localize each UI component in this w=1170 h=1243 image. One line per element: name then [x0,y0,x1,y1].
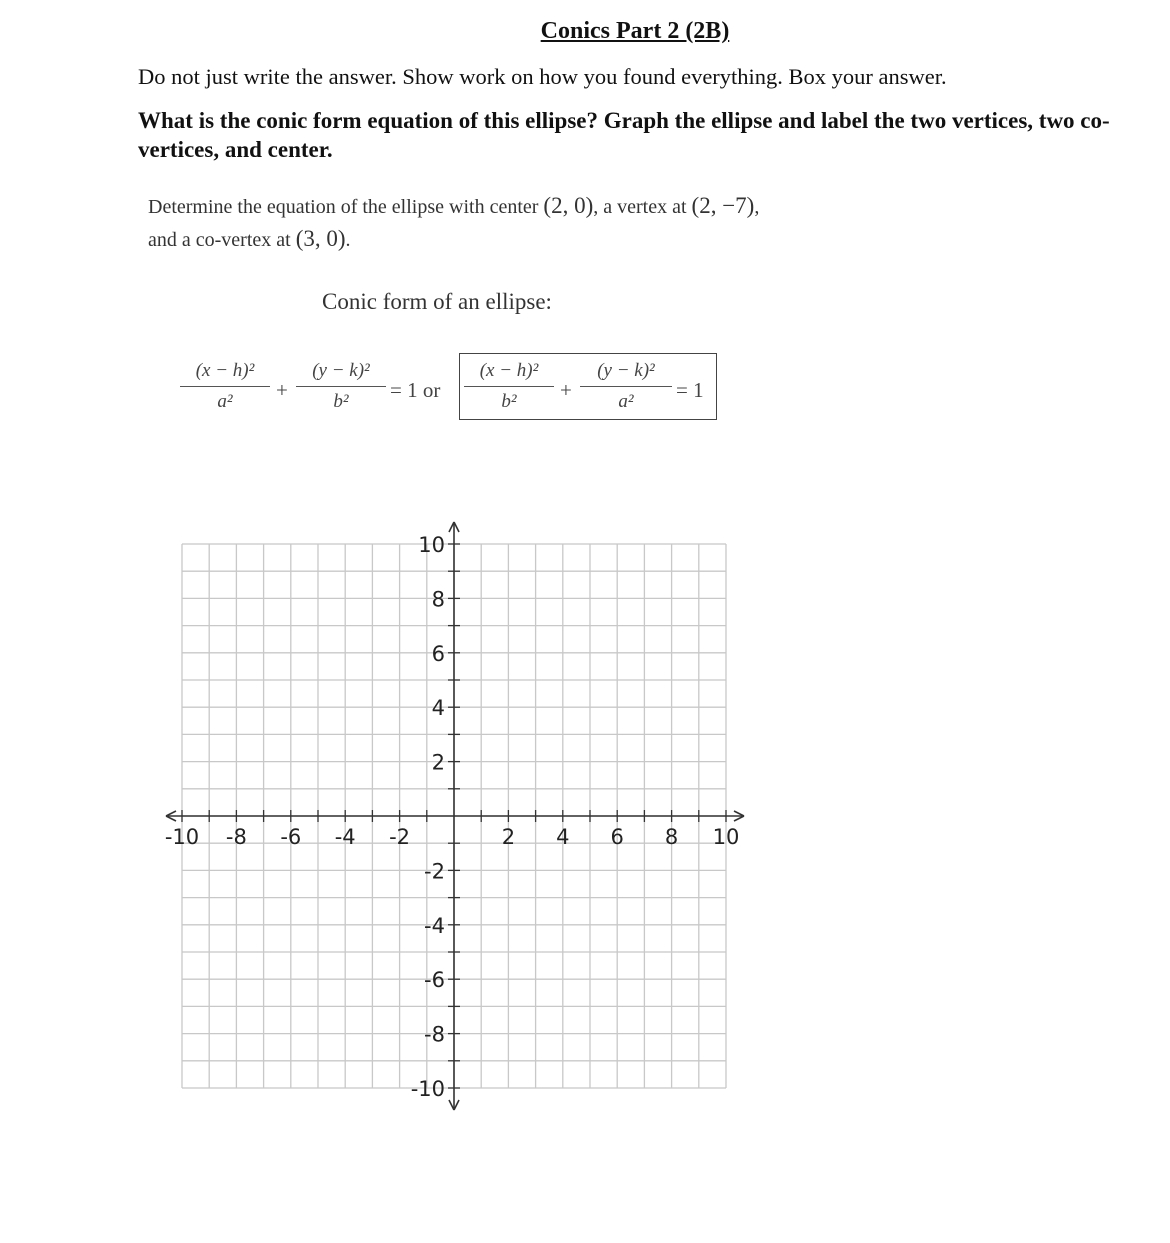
question-text: What is the conic form equation of this ellipse? Graph the ellipse and label the two vertices, two co-vertices, and center. [138,108,1110,162]
problem-statement [148,190,768,256]
formula2-num1: (x − h)² [464,360,554,387]
formula1-num2: (y − k)² [296,360,386,387]
y-tick-label: 10 [418,533,445,557]
page-title: Conics Part 2 (2B) [540,18,730,44]
y-tick-label: 4 [431,696,445,721]
formula2-plus: + [560,378,572,402]
formula1-equals: = 1 or [390,378,441,402]
formula1-den2: b² [333,391,349,412]
x-tick-label: 6 [610,825,624,849]
covertex-point: (3, 0) [295,226,346,251]
x-tick-label: 4 [556,825,570,849]
x-tick-label: -2 [389,825,411,849]
problem-text-2: , a vertex at [593,196,692,218]
formula2-den1: b² [501,391,517,412]
y-tick-label: -10 [410,1077,445,1101]
instructions: Do not just write the answer. Show work on how you found everything. Box your answer. [138,64,947,89]
formula1-fraction-x [180,360,270,413]
conic-form-label: Conic form of an ellipse: [322,289,552,314]
formula2-equals: = 1 [676,378,704,402]
center-point: (2, 0) [543,193,594,218]
formula2-num2: (y − k)² [580,360,672,387]
x-tick-label: 10 [712,825,740,849]
formula1-plus: + [276,378,288,402]
vertex-point: (2, −7) [691,193,755,218]
x-tick-label: -6 [280,825,302,849]
x-tick-label: 2 [501,825,516,849]
tick-labels [165,533,740,1101]
y-tick-label: 2 [431,750,445,775]
formula1-den1: a² [217,391,233,412]
x-tick-label: -8 [225,825,247,849]
formula2-den2: a² [618,391,634,412]
y-tick-label: -2 [424,859,445,884]
y-tick-label: -6 [424,968,445,993]
formula2-fraction-y [580,360,672,413]
problem-text-1: Determine the equation of the ellipse with center [148,196,544,218]
y-tick-label: 6 [431,641,445,666]
problem-text-4: . [345,229,351,251]
x-tick-label: -10 [164,825,200,849]
formula1-fraction-y [296,360,386,413]
formula2-fraction-x [464,360,554,413]
y-tick-label: -8 [424,1022,445,1047]
coordinate-grid[interactable] [150,510,770,1130]
formula1-num1: (x − h)² [180,360,270,387]
problem-text-3: , and a co-vertex at [148,196,760,251]
axes [166,522,744,1110]
y-tick-label: 8 [431,587,445,612]
x-tick-label: -4 [334,825,356,849]
x-tick-label: 8 [664,825,679,849]
y-tick-label: -4 [424,913,445,938]
